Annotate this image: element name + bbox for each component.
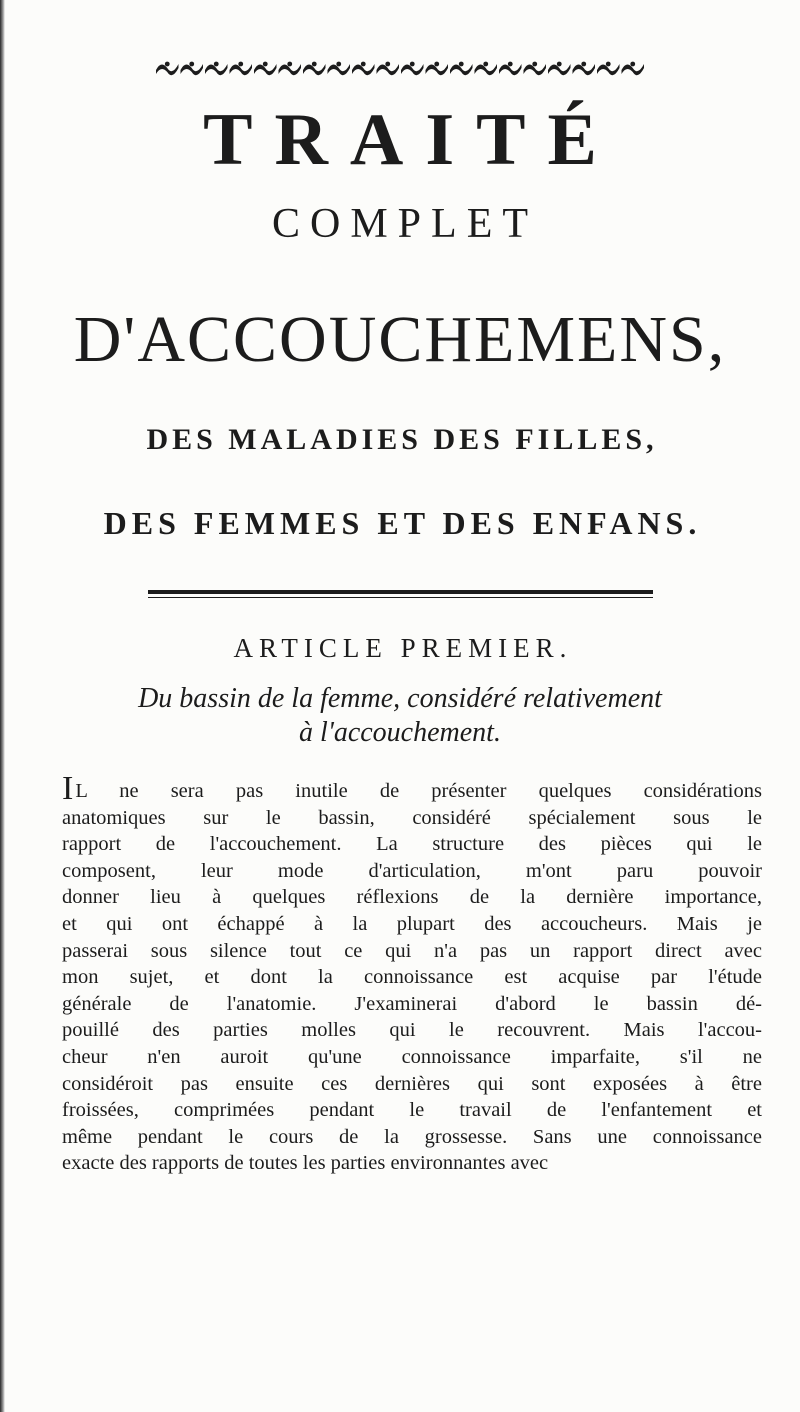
ornament-dot [165, 62, 170, 67]
body-line-text: L ne sera pas inutile de présenter quelques considérations [75, 780, 762, 802]
body-line-5: donner lieu à quelques réflexions de la dernière importance, [62, 886, 762, 909]
ornament-dot [336, 62, 341, 67]
body-line-7: passerai sous silence tout ce qui n'a pas un rapport direct avec [62, 939, 762, 962]
article-subtitle-line-1: Du bassin de la femme, considéré relativement [138, 683, 662, 714]
body-line-3: rapport de l'accouchement. La structure des pièces qui le [62, 833, 762, 856]
divider-thick [148, 590, 653, 594]
article-subtitle-line-2: à l'accouchement. [299, 717, 501, 748]
body-line-9: générale de l'anatomie. J'examinerai d'abord le bassin dé- [62, 992, 762, 1015]
body-line-8: mon sujet, et dont la connoissance est acquise par l'étude [62, 966, 762, 989]
ornament-dot [238, 62, 243, 67]
ornament-dot [434, 62, 439, 67]
ornament-dot [287, 62, 292, 67]
body-line-14: même pendant le cours de la grossesse. Sans une connoissance [62, 1125, 762, 1148]
drop-cap: I [62, 770, 74, 807]
ornament-dot [214, 62, 219, 67]
ornament-dot [630, 62, 635, 67]
ornament-dot [410, 62, 415, 67]
ornament-dot [483, 62, 488, 67]
article-heading: ARTICLE PREMIER. [233, 633, 573, 663]
body-line-4: composent, leur mode d'articulation, m'ont paru pouvoir [62, 859, 762, 882]
ornament-dot [189, 62, 194, 67]
ornament-dot [263, 62, 268, 67]
article-subtitle [0, 682, 800, 750]
book-title-line-4: DES FEMMES ET DES ENFANS. [103, 505, 702, 541]
body-line-1 [62, 770, 762, 807]
book-title: TRAITÉ [203, 99, 619, 181]
divider-thin [148, 597, 653, 598]
body-line-12: considéroit pas ensuite ces dernières qui sont exposées à être [62, 1072, 762, 1095]
ornament-dot [532, 62, 537, 67]
ornament-dot [312, 62, 317, 67]
body-line-10: pouillé des parties molles qui le recouvrent. Mais l'accou- [62, 1019, 762, 1042]
ornament-dot [459, 62, 464, 67]
book-subtitle: COMPLET [271, 201, 538, 247]
ornament-band-icon [155, 52, 645, 82]
book-title-line-3: DES MALADIES DES FILLES, [146, 423, 658, 456]
body-paragraph [62, 770, 762, 1177]
body-line-6: et qui ont échappé à la plupart des accoucheurs. Mais je [62, 912, 762, 935]
ornament-dot [606, 62, 611, 67]
body-line-2: anatomiques sur le bassin, considéré spécialement sous le [62, 806, 762, 829]
body-line-13: froissées, comprimées pendant le travail de l'enfantement et [62, 1099, 762, 1122]
ornament-dot [581, 62, 586, 67]
ornament-dot [557, 62, 562, 67]
body-line-11: cheur n'en auroit qu'une connoissance imparfaite, s'il ne [62, 1045, 762, 1068]
ornament-dot [361, 62, 366, 67]
ornament-dot [508, 62, 513, 67]
ornament-dot [385, 62, 390, 67]
book-main-title: D'ACCOUCHEMENS, [73, 303, 727, 376]
body-line-15: exacte des rapports de toutes les parties environnantes avec [62, 1152, 549, 1175]
